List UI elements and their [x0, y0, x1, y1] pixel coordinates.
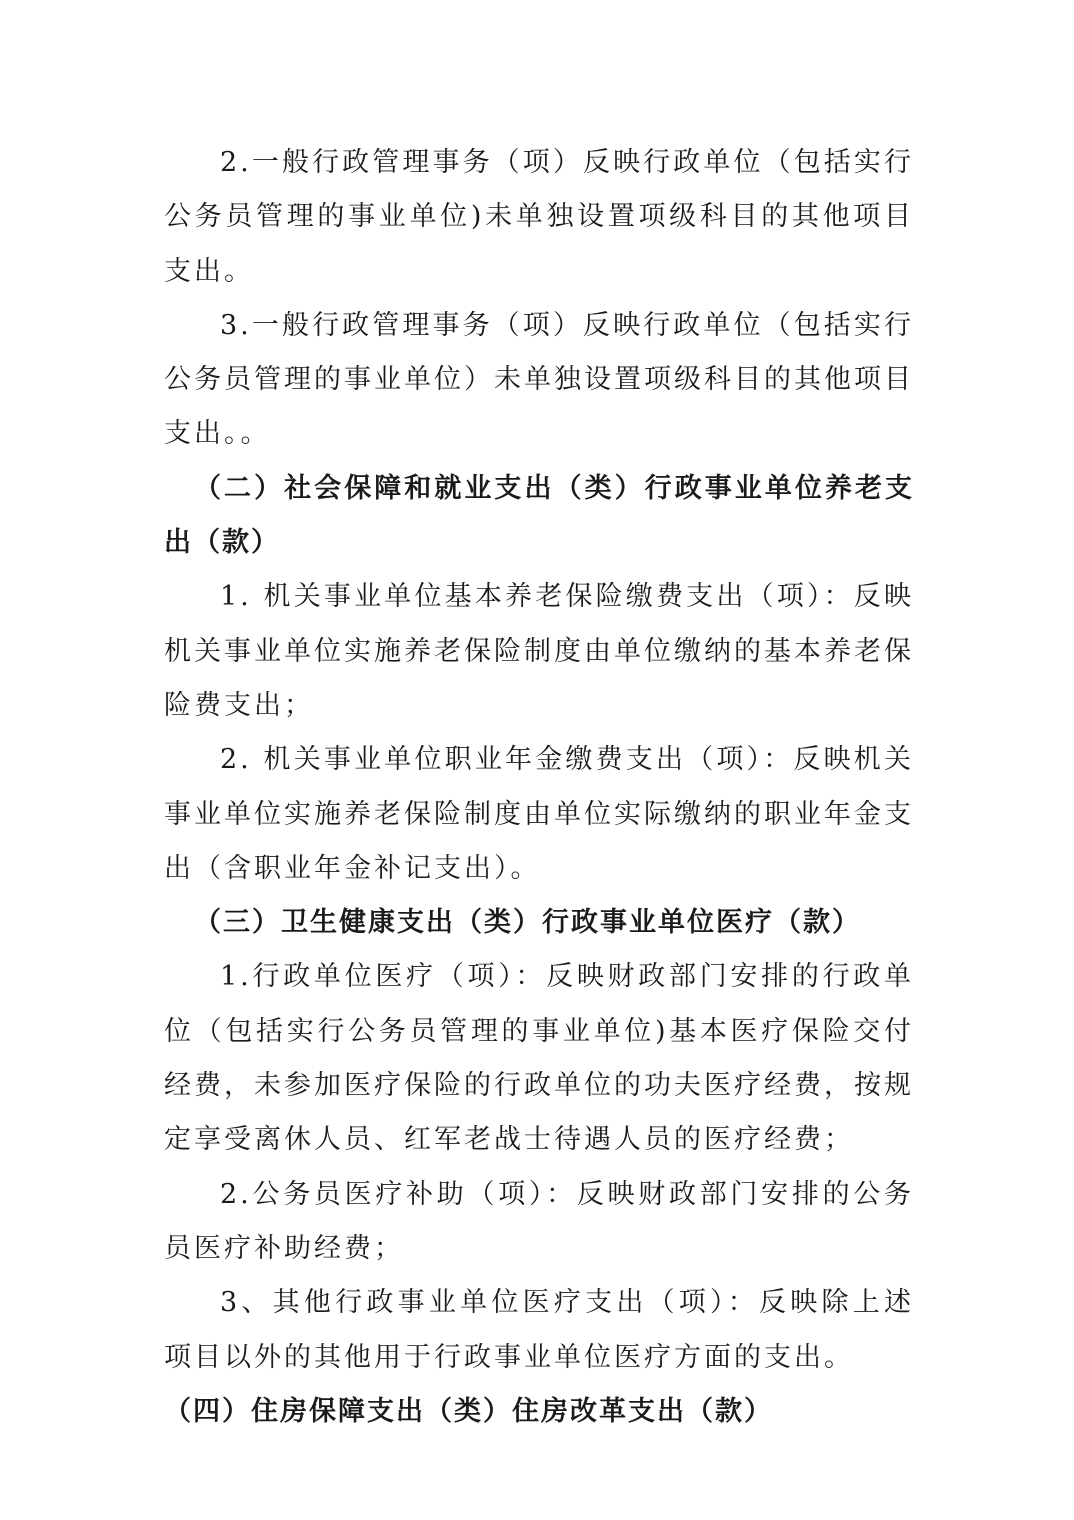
paragraph-general-admin-2: 2.一般行政管理事务（项）反映行政单位（包括实行公务员管理的事业单位)未单独设置项级科目的其他项目支出。 [164, 147, 914, 287]
paragraph-civil-servant-medical: 2.公务员医疗补助（项）：反映财政部门安排的公务员医疗补助经费； [164, 1178, 914, 1264]
paragraph-pension-insurance: 1. 机关事业单位基本养老保险缴费支出（项）：反映机关事业单位实施养老保险制度由单位缴纳的基本养老保险费支出； [164, 581, 914, 721]
paragraph-general-admin-3: 3.一般行政管理事务（项）反映行政单位（包括实行公务员管理的事业单位）未单独设置项级科目的其他项目支出。。 [164, 309, 914, 450]
heading-health: （三）卫生健康支出（类）行政事业单位医疗（款） [194, 907, 861, 939]
heading-housing: （四）住房保障支出（类）住房改革支出（款） [164, 1395, 773, 1427]
paragraph-occupational-annuity: 2. 机关事业单位职业年金缴费支出（项）：反映机关事业单位实施养老保险制度由单位实际缴纳的职业年金支出（含职业年金补记支出）。 [164, 744, 914, 884]
paragraph-other-medical: 3、其他行政事业单位医疗支出（项）：反映除上述项目以外的其他用于行政事业单位医疗方面的支出。 [164, 1287, 914, 1373]
document-page [164, 136, 914, 1439]
heading-social-security: （二）社会保障和就业支出（类）行政事业单位养老支出（款） [164, 472, 914, 559]
paragraph-admin-medical: 1.行政单位医疗（项）：反映财政部门安排的行政单位（包括实行公务员管理的事业单位)基本医疗保险交付经费，未参加医疗保险的行政单位的功夫医疗经费，按规定享受离休人员、红军老战士待遇人员的医疗经费； [164, 961, 914, 1156]
